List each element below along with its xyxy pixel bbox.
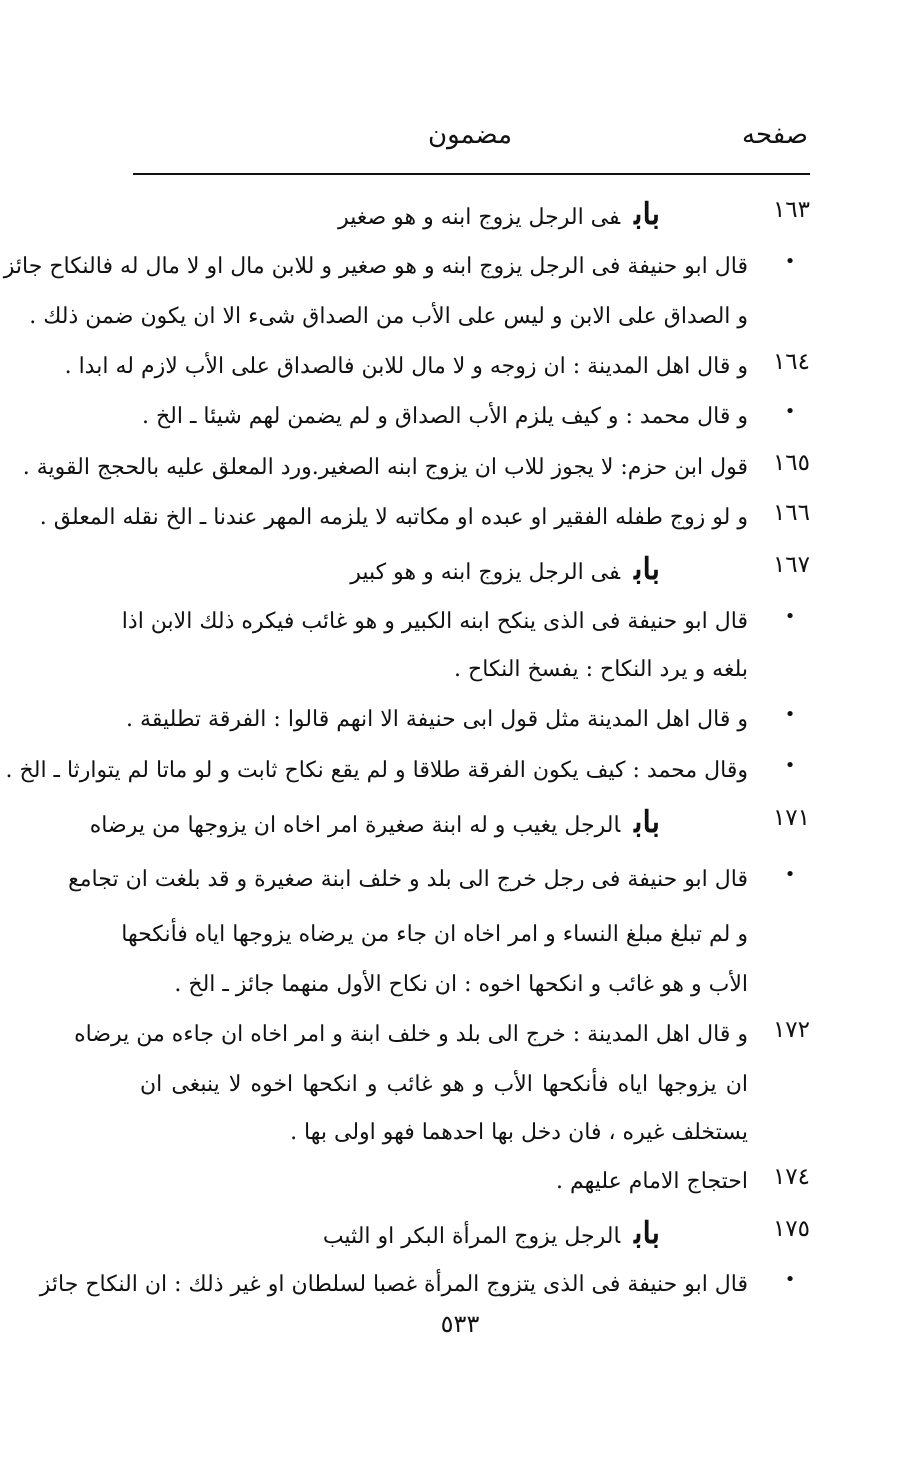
entry-row: [68, 855, 810, 911]
bullet-marker: •: [784, 755, 796, 776]
entry-text: وقال محمد : کیف یکون الفرقة طلاقا و لم یقع نکاح ثابت و لو ماتا لم یتوارثا ـ الخ .: [5, 758, 748, 783]
entry-row: [39, 493, 810, 549]
bullet-marker: •: [784, 704, 796, 725]
chapter-title: [140, 545, 660, 598]
chapter-heading-row: [140, 1209, 810, 1265]
entry-row: [74, 1010, 810, 1066]
chapter-keyword: باب: [634, 552, 660, 587]
chapter-keyword: باب: [634, 197, 660, 232]
entry-row: [5, 746, 810, 802]
page-reference: ١٧٥: [772, 1216, 810, 1242]
entry-row: [140, 392, 810, 448]
chapter-subject: الرجل یغیب و له ابنة صغیرة امر اخاه ان یزوجها من یرضاه: [89, 813, 621, 838]
entry-text: و الصداق علی الابن و لیس علی الأب من الصداق شیء الا ان یکون ضمن ذلك .: [29, 304, 748, 329]
page-reference: ١٦٤: [772, 349, 810, 375]
chapter-heading-row: [89, 798, 810, 854]
entry-text: بلغه و یرد النکاح : یفسخ النکاح .: [454, 657, 748, 682]
page-number: ٥٣٣: [440, 1310, 480, 1338]
bullet-marker: •: [784, 606, 796, 627]
chapter-heading-row: [140, 545, 810, 601]
entry-row: [29, 292, 810, 348]
bullet-marker: •: [784, 401, 796, 422]
entry-row: [64, 342, 810, 398]
chapter-title: [140, 190, 660, 243]
entry-text: و لو زوج طفله الفقیر او عبده او مکاتبه لا یلزمه المهر عندنا ـ الخ نقله المعلق .: [39, 505, 748, 530]
chapter-keyword: باب: [634, 1216, 660, 1251]
bullet-marker: •: [784, 864, 796, 885]
page-reference: ١٦٦: [772, 500, 810, 526]
entry-text: یستخلف غیره ، فان دخل بها احدهما فهو اولی بها .: [290, 1120, 748, 1145]
entry-text: ان یزوجها ایاه فأنکحها الأب و هو غائب و انکحها اخوه لا ینبغی ان: [140, 1072, 748, 1097]
entry-text: و قال اهل المدینة : ان زوجه و لا مال للابن فالصداق علی الأب لازم له ابدا .: [64, 354, 748, 379]
chapter-title: [140, 1209, 660, 1262]
entry-row: [140, 645, 810, 701]
page-reference: ١٦٥: [772, 450, 810, 476]
entry-row: [140, 1157, 810, 1213]
entry-row: [121, 910, 810, 966]
page-reference: ١٦٣: [772, 197, 810, 223]
entry-text: قال ابو حنیفة فی الرجل یزوج ابنه و هو صغیر و للابن مال او لا مال له فالنکاح جائز: [3, 254, 748, 279]
entry-row: [3, 242, 810, 298]
bullet-marker: •: [784, 1269, 796, 1290]
chapter-subject: الرجل یزوج المرأة البکر او الثیب: [322, 1224, 621, 1249]
chapter-title: [89, 798, 660, 851]
page-reference: ١٧٤: [772, 1164, 810, 1190]
entry-text: الأب و هو غائب و انکحها اخوه : ان نکاح الأول منهما جائز ـ الخ .: [174, 972, 748, 997]
chapter-subject: فی الرجل یزوج ابنه و هو کبیر: [350, 560, 621, 585]
entry-text: قول ابن حزم: لا یجوز للاب ان یزوج ابنه الصغیر.ورد المعلق علیه بالحجج القویة .: [22, 455, 748, 480]
page-reference: ١٧١: [772, 805, 810, 831]
entry-row: [140, 1108, 810, 1164]
page-column-header: صفحه: [742, 120, 808, 150]
chapter-keyword: باب: [634, 805, 660, 840]
content-column-header: مضمون: [427, 120, 513, 150]
entry-text: و قال اهل المدینة : خرج الی بلد و خلف ابنة و امر اخاه ان جاءه من یرضاه: [74, 1022, 748, 1047]
entry-text: و قال اهل المدینة مثل قول ابی حنیفة الا انهم قالوا : الفرقة تطلیقة .: [126, 707, 748, 732]
entry-text: قال ابو حنیفة فی الذی یتزوج المرأة غصبا لسلطان او غیر ذلك : ان النکاح جائز: [39, 1272, 748, 1297]
entry-row: [126, 695, 810, 751]
entry-text: قال ابو حنیفة فی رجل خرج الی بلد و خلف ابنة صغیرة و قد بلغت ان تجامع: [68, 867, 748, 892]
entry-row: [140, 960, 810, 1016]
entry-text: قال ابو حنیفة فی الذی ینکح ابنه الکبیر و هو غائب فیکره ذلك الابن اذا: [121, 609, 748, 634]
page-reference: ١٦٧: [772, 552, 810, 578]
entry-text: و لم تبلغ مبلغ النساء و امر اخاه ان جاء من یرضاه یزوجها ایاه فأنکحها: [121, 922, 748, 947]
entry-text: و قال محمد : و کیف یلزم الأب الصداق و لم یضمن لهم شیئا ـ الخ .: [141, 404, 748, 429]
entry-text: احتجاج الامام علیهم .: [555, 1169, 748, 1194]
entry-row: [39, 1260, 810, 1316]
entry-row: [22, 443, 810, 499]
bullet-marker: •: [784, 251, 796, 272]
header-rule: [133, 173, 810, 175]
chapter-heading-row: [140, 190, 810, 246]
page-reference: ١٧٢: [772, 1017, 810, 1043]
chapter-subject: فی الرجل یزوج ابنه و هو صغیر: [338, 205, 621, 230]
